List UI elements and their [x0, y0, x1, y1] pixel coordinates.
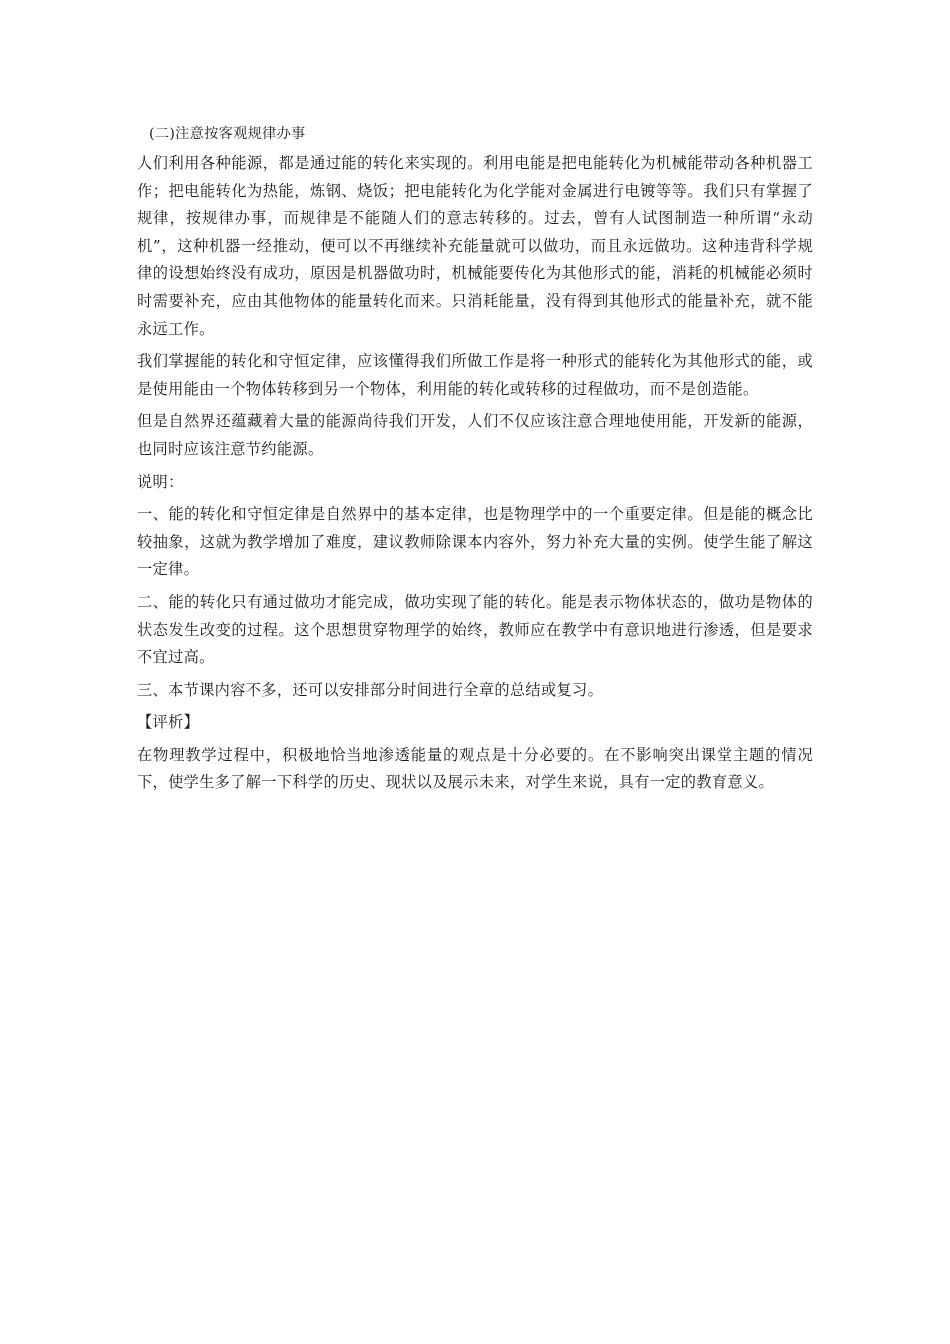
section-heading: (二)注意按客观规律办事 [149, 126, 306, 142]
note-item: 二、能的转化只有通过做功才能完成，做功实现了能的转化。能是表示物体状态的，做功是物体的状态发生改变的过程。这个思想贯穿物理学的始终，教师应在教学中有意识地进行渗透，但是要求不宜过高。 [137, 592, 813, 667]
document-page [137, 123, 813, 797]
notes-label: 说明： [137, 472, 184, 491]
section-paragraph: 我们掌握能的转化和守恒定律，应该懂得我们所做工作是将一种形式的能转化为其他形式的能，或是使用能由一个物体转移到另一个物体，利用能的转化或转移的过程做功，而不是创造能。 [137, 352, 813, 398]
review-text: 在物理教学过程中，积极地恰当地渗透能量的观点是十分必要的。在不影响突出课堂主题的情况下，使学生多了解一下科学的历史、现状以及展示未来，对学生来说，具有一定的教育意义。 [137, 745, 813, 792]
note-item: 三、本节课内容不多，还可以安排部分时间进行全章的总结或复习。 [137, 680, 604, 699]
section-paragraph: 但是自然界还蕴藏着大量的能源尚待我们开发，人们不仅应该注意合理地使用能，开发新的能源，也同时应该注意节约能源。 [137, 412, 813, 458]
note-item: 一、能的转化和守恒定律是自然界中的基本定律，也是物理学中的一个重要定律。但是能的概念比较抽象，这就为教学增加了难度，建议教师除课本内容外，努力补充大量的实例。使学生能了解这一定律。 [137, 505, 813, 579]
review-label: 【评析】 [137, 713, 200, 732]
section-paragraph: 人们利用各种能源，都是通过能的转化来实现的。利用电能是把电能转化为机械能带动各种机器工作；把电能转化为热能，炼钢、烧饭；把电能转化为化学能对金属进行电镀等等。我们只有掌握了规律，按规律办事，而规律是不能随人们的意志转移的。过去，曾有人试图制造一种所谓“永动机”，这种机器一经推动，便可以不再继续补充能量就可以做功，而且永远做功。这种违背科学规律的设想始终没有成功，原因是机器做功时，机械能要传化为其他形式的能，消耗的机械能必须时时需要补充，应由其他物体的能量转化而来。只消耗能量，没有得到其他形式的能量补充，就不能永远工作。 [137, 154, 813, 338]
